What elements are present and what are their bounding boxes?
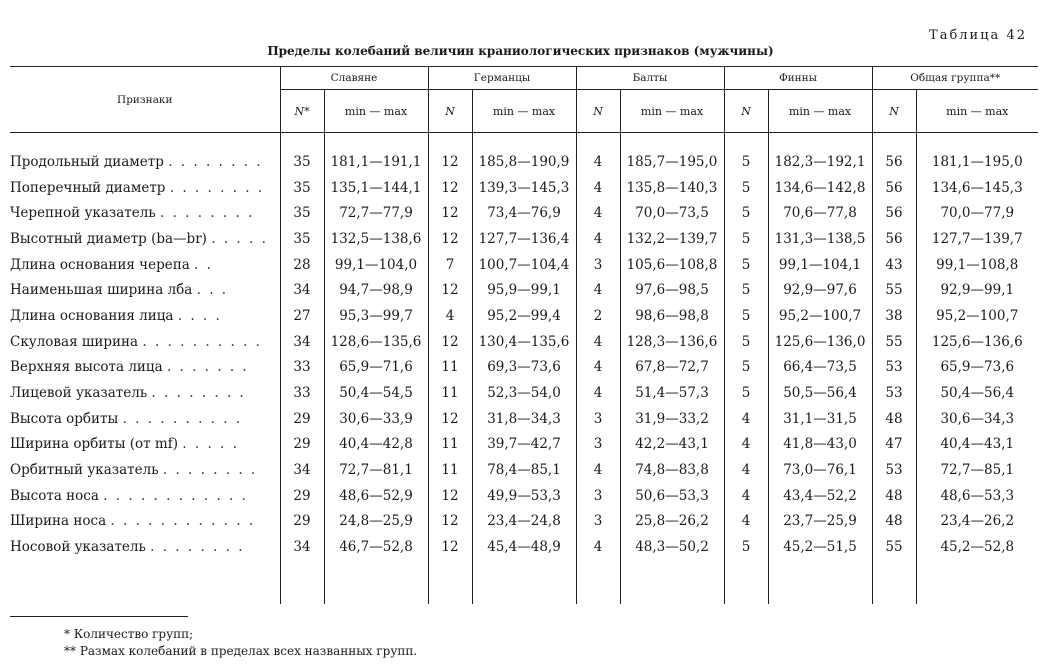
range-cell: 135,1—144,1 [324, 175, 428, 201]
leader-dots: . . . . [177, 307, 222, 324]
range-cell: 40,4—42,8 [324, 432, 428, 458]
range-cell: 43,4—52,2 [768, 483, 872, 509]
feature-name: Ширина носа [10, 513, 107, 530]
n-cell: 12 [428, 509, 472, 535]
table-row [10, 329, 1038, 355]
range-cell: 50,6—53,3 [620, 483, 724, 509]
table-row [10, 277, 1038, 303]
feature-cell [10, 406, 280, 432]
header-group-slavs: Славяне [280, 67, 428, 90]
range-cell: 50,4—54,5 [324, 380, 428, 406]
range-cell: 185,7—195,0 [620, 149, 724, 175]
range-cell: 135,8—140,3 [620, 175, 724, 201]
n-cell: 55 [872, 534, 916, 560]
range-cell: 72,7—77,9 [324, 200, 428, 226]
feature-cell [10, 329, 280, 355]
range-cell: 31,1—31,5 [768, 406, 872, 432]
header-n: N [428, 90, 472, 133]
leader-dots: . . [194, 256, 213, 273]
feature-name: Высота орбиты [10, 410, 119, 427]
header-group-total: Общая группа** [872, 67, 1038, 90]
n-cell: 12 [428, 483, 472, 509]
header-range: min — max [768, 90, 872, 133]
n-cell: 53 [872, 380, 916, 406]
n-cell: 4 [576, 534, 620, 560]
leader-dots: . . . . . [211, 230, 268, 247]
n-cell: 2 [576, 303, 620, 329]
feature-cell [10, 483, 280, 509]
range-cell: 128,3—136,6 [620, 329, 724, 355]
range-cell: 69,3—73,6 [472, 355, 576, 381]
n-cell: 55 [872, 277, 916, 303]
range-cell: 134,6—142,8 [768, 175, 872, 201]
n-cell: 4 [576, 200, 620, 226]
n-cell: 12 [428, 329, 472, 355]
table-row [10, 483, 1038, 509]
n-cell: 5 [724, 149, 768, 175]
range-cell: 181,1—195,0 [916, 149, 1038, 175]
n-cell: 33 [280, 355, 324, 381]
range-cell: 48,3—50,2 [620, 534, 724, 560]
n-cell: 5 [724, 200, 768, 226]
n-cell: 5 [724, 303, 768, 329]
leader-dots: . . . . . . . . . . . . [103, 487, 248, 504]
header-range: min — max [472, 90, 576, 133]
feature-name: Носовой указатель [10, 539, 146, 556]
range-cell: 72,7—85,1 [916, 457, 1038, 483]
range-cell: 131,3—138,5 [768, 226, 872, 252]
range-cell: 45,2—51,5 [768, 534, 872, 560]
n-cell: 3 [576, 432, 620, 458]
range-cell: 40,4—43,1 [916, 432, 1038, 458]
range-cell: 48,6—52,9 [324, 483, 428, 509]
range-cell: 98,6—98,8 [620, 303, 724, 329]
feature-cell [10, 355, 280, 381]
range-cell: 134,6—145,3 [916, 175, 1038, 201]
n-cell: 5 [724, 277, 768, 303]
feature-cell [10, 457, 280, 483]
n-cell: 56 [872, 149, 916, 175]
range-cell: 125,6—136,0 [768, 329, 872, 355]
feature-name: Черепной указатель [10, 205, 156, 222]
range-cell: 45,2—52,8 [916, 534, 1038, 560]
table-row [10, 457, 1038, 483]
n-cell: 47 [872, 432, 916, 458]
table-row [10, 432, 1038, 458]
range-cell: 74,8—83,8 [620, 457, 724, 483]
n-cell: 34 [280, 329, 324, 355]
range-cell: 95,2—100,7 [916, 303, 1038, 329]
leader-dots: . . . . . . . [166, 359, 249, 376]
range-cell: 130,4—135,6 [472, 329, 576, 355]
footnote-2: ** Размах колебаний в пределах всех названных групп. [64, 644, 418, 658]
range-cell: 132,5—138,6 [324, 226, 428, 252]
leader-dots: . . . . . . . . [169, 179, 265, 196]
range-cell: 72,7—81,1 [324, 457, 428, 483]
range-cell: 67,8—72,7 [620, 355, 724, 381]
n-cell: 29 [280, 483, 324, 509]
range-cell: 23,4—24,8 [472, 509, 576, 535]
header-n: N* [280, 90, 324, 133]
n-cell: 12 [428, 149, 472, 175]
n-cell: 34 [280, 534, 324, 560]
range-cell: 95,2—99,4 [472, 303, 576, 329]
footnote-1: * Количество групп; [64, 627, 194, 641]
n-cell: 4 [724, 432, 768, 458]
n-cell: 4 [576, 175, 620, 201]
range-cell: 94,7—98,9 [324, 277, 428, 303]
feature-name: Длина основания лица [10, 307, 174, 324]
table-row [10, 406, 1038, 432]
n-cell: 3 [576, 406, 620, 432]
n-cell: 3 [576, 509, 620, 535]
n-cell: 35 [280, 149, 324, 175]
n-cell: 12 [428, 534, 472, 560]
header-n: N [576, 90, 620, 133]
range-cell: 100,7—104,4 [472, 252, 576, 278]
range-cell: 99,1—108,8 [916, 252, 1038, 278]
feature-name: Лицевой указатель [10, 385, 148, 402]
range-cell: 97,6—98,5 [620, 277, 724, 303]
n-cell: 4 [428, 303, 472, 329]
n-cell: 11 [428, 355, 472, 381]
n-cell: 5 [724, 355, 768, 381]
feature-name: Высотный диаметр (ba—br) [10, 230, 207, 247]
feature-name: Скуловая ширина [10, 333, 139, 350]
n-cell: 34 [280, 457, 324, 483]
table-row [10, 534, 1038, 560]
n-cell: 5 [724, 175, 768, 201]
header-feature: Признаки [10, 67, 280, 133]
range-cell: 181,1—191,1 [324, 149, 428, 175]
n-cell: 27 [280, 303, 324, 329]
n-cell: 35 [280, 175, 324, 201]
n-cell: 56 [872, 175, 916, 201]
n-cell: 35 [280, 226, 324, 252]
header-group-germans: Германцы [428, 67, 576, 90]
n-cell: 11 [428, 457, 472, 483]
table-row [10, 303, 1038, 329]
range-cell: 73,4—76,9 [472, 200, 576, 226]
feature-cell [10, 175, 280, 201]
range-cell: 185,8—190,9 [472, 149, 576, 175]
n-cell: 4 [576, 277, 620, 303]
n-cell: 5 [724, 252, 768, 278]
n-cell: 55 [872, 329, 916, 355]
n-cell: 5 [724, 329, 768, 355]
n-cell: 53 [872, 457, 916, 483]
n-cell: 4 [724, 457, 768, 483]
n-cell: 11 [428, 432, 472, 458]
header-range: min — max [324, 90, 428, 133]
footnote-divider [10, 616, 188, 617]
range-cell: 105,6—108,8 [620, 252, 724, 278]
range-cell: 23,4—26,2 [916, 509, 1038, 535]
feature-cell [10, 149, 280, 175]
range-cell: 39,7—42,7 [472, 432, 576, 458]
range-cell: 65,9—73,6 [916, 355, 1038, 381]
n-cell: 11 [428, 380, 472, 406]
feature-cell [10, 534, 280, 560]
header-group-balts: Балты [576, 67, 724, 90]
table-row [10, 175, 1038, 201]
header-n: N [872, 90, 916, 133]
range-cell: 128,6—135,6 [324, 329, 428, 355]
header-range: min — max [620, 90, 724, 133]
range-cell: 95,9—99,1 [472, 277, 576, 303]
n-cell: 48 [872, 483, 916, 509]
range-cell: 73,0—76,1 [768, 457, 872, 483]
range-cell: 31,9—33,2 [620, 406, 724, 432]
n-cell: 43 [872, 252, 916, 278]
range-cell: 127,7—136,4 [472, 226, 576, 252]
range-cell: 46,7—52,8 [324, 534, 428, 560]
leader-dots: . . . . . . . . . . [142, 333, 262, 350]
n-cell: 12 [428, 200, 472, 226]
range-cell: 48,6—53,3 [916, 483, 1038, 509]
range-cell: 52,3—54,0 [472, 380, 576, 406]
n-cell: 5 [724, 534, 768, 560]
range-cell: 30,6—34,3 [916, 406, 1038, 432]
range-cell: 70,6—77,8 [768, 200, 872, 226]
range-cell: 66,4—73,5 [768, 355, 872, 381]
range-cell: 50,4—56,4 [916, 380, 1038, 406]
header-range: min — max [916, 90, 1038, 133]
n-cell: 4 [576, 226, 620, 252]
feature-name: Продольный диаметр [10, 153, 164, 170]
n-cell: 7 [428, 252, 472, 278]
data-table [10, 66, 1038, 604]
range-cell: 139,3—145,3 [472, 175, 576, 201]
n-cell: 4 [576, 149, 620, 175]
range-cell: 99,1—104,1 [768, 252, 872, 278]
n-cell: 12 [428, 175, 472, 201]
n-cell: 48 [872, 406, 916, 432]
range-cell: 78,4—85,1 [472, 457, 576, 483]
n-cell: 5 [724, 380, 768, 406]
n-cell: 29 [280, 432, 324, 458]
header-n: N [724, 90, 768, 133]
feature-name: Орбитный указатель [10, 462, 159, 479]
n-cell: 35 [280, 200, 324, 226]
n-cell: 28 [280, 252, 324, 278]
range-cell: 42,2—43,1 [620, 432, 724, 458]
range-cell: 23,7—25,9 [768, 509, 872, 535]
n-cell: 29 [280, 406, 324, 432]
leader-dots: . . . . . . . . [160, 205, 255, 222]
range-cell: 45,4—48,9 [472, 534, 576, 560]
n-cell: 3 [576, 252, 620, 278]
range-cell: 125,6—136,6 [916, 329, 1038, 355]
n-cell: 56 [872, 226, 916, 252]
range-cell: 92,9—97,6 [768, 277, 872, 303]
n-cell: 53 [872, 355, 916, 381]
n-cell: 12 [428, 277, 472, 303]
table-row [10, 355, 1038, 381]
range-cell: 127,7—139,7 [916, 226, 1038, 252]
range-cell: 50,5—56,4 [768, 380, 872, 406]
n-cell: 4 [576, 457, 620, 483]
n-cell: 3 [576, 483, 620, 509]
range-cell: 95,3—99,7 [324, 303, 428, 329]
leader-dots: . . . . . [182, 436, 239, 453]
range-cell: 132,2—139,7 [620, 226, 724, 252]
range-cell: 70,0—73,5 [620, 200, 724, 226]
table-row [10, 149, 1038, 175]
feature-name: Верхняя высота лица [10, 359, 163, 376]
leader-dots: . . . . . . . . [151, 385, 246, 402]
n-cell: 4 [576, 380, 620, 406]
range-cell: 41,8—43,0 [768, 432, 872, 458]
leader-dots: . . . [196, 282, 229, 299]
feature-cell [10, 303, 280, 329]
table-number: Таблица 42 [929, 28, 1027, 43]
feature-cell [10, 200, 280, 226]
n-cell: 4 [724, 509, 768, 535]
range-cell: 30,6—33,9 [324, 406, 428, 432]
leader-dots: . . . . . . . . [162, 462, 258, 479]
feature-name: Поперечный диаметр [10, 179, 166, 196]
range-cell: 51,4—57,3 [620, 380, 724, 406]
feature-cell [10, 432, 280, 458]
feature-name: Высота носа [10, 487, 99, 504]
leader-dots: . . . . . . . . [150, 539, 245, 556]
n-cell: 48 [872, 509, 916, 535]
n-cell: 4 [576, 329, 620, 355]
feature-name: Ширина орбиты (от mf) [10, 436, 178, 453]
n-cell: 4 [576, 355, 620, 381]
n-cell: 5 [724, 226, 768, 252]
leader-dots: . . . . . . . . . . [122, 410, 243, 427]
n-cell: 56 [872, 200, 916, 226]
feature-cell [10, 509, 280, 535]
feature-cell [10, 277, 280, 303]
header-group-finns: Финны [724, 67, 872, 90]
feature-cell [10, 380, 280, 406]
range-cell: 182,3—192,1 [768, 149, 872, 175]
table-row [10, 252, 1038, 278]
range-cell: 49,9—53,3 [472, 483, 576, 509]
range-cell: 92,9—99,1 [916, 277, 1038, 303]
n-cell: 12 [428, 406, 472, 432]
range-cell: 95,2—100,7 [768, 303, 872, 329]
leader-dots: . . . . . . . . [168, 153, 263, 170]
n-cell: 29 [280, 509, 324, 535]
table-row [10, 226, 1038, 252]
table-row [10, 200, 1038, 226]
n-cell: 38 [872, 303, 916, 329]
feature-cell [10, 252, 280, 278]
range-cell: 25,8—26,2 [620, 509, 724, 535]
range-cell: 70,0—77,9 [916, 200, 1038, 226]
feature-name: Длина основания черепа [10, 256, 190, 273]
range-cell: 31,8—34,3 [472, 406, 576, 432]
range-cell: 65,9—71,6 [324, 355, 428, 381]
feature-name: Наименьшая ширина лба [10, 282, 193, 299]
range-cell: 24,8—25,9 [324, 509, 428, 535]
n-cell: 34 [280, 277, 324, 303]
n-cell: 12 [428, 226, 472, 252]
leader-dots: . . . . . . . . . . . . [110, 513, 256, 530]
n-cell: 4 [724, 483, 768, 509]
table-row [10, 380, 1038, 406]
table-title: Пределы колебаний величин краниологических признаков (мужчины) [267, 44, 774, 58]
n-cell: 33 [280, 380, 324, 406]
range-cell: 99,1—104,0 [324, 252, 428, 278]
n-cell: 4 [724, 406, 768, 432]
feature-cell [10, 226, 280, 252]
table-row [10, 509, 1038, 535]
